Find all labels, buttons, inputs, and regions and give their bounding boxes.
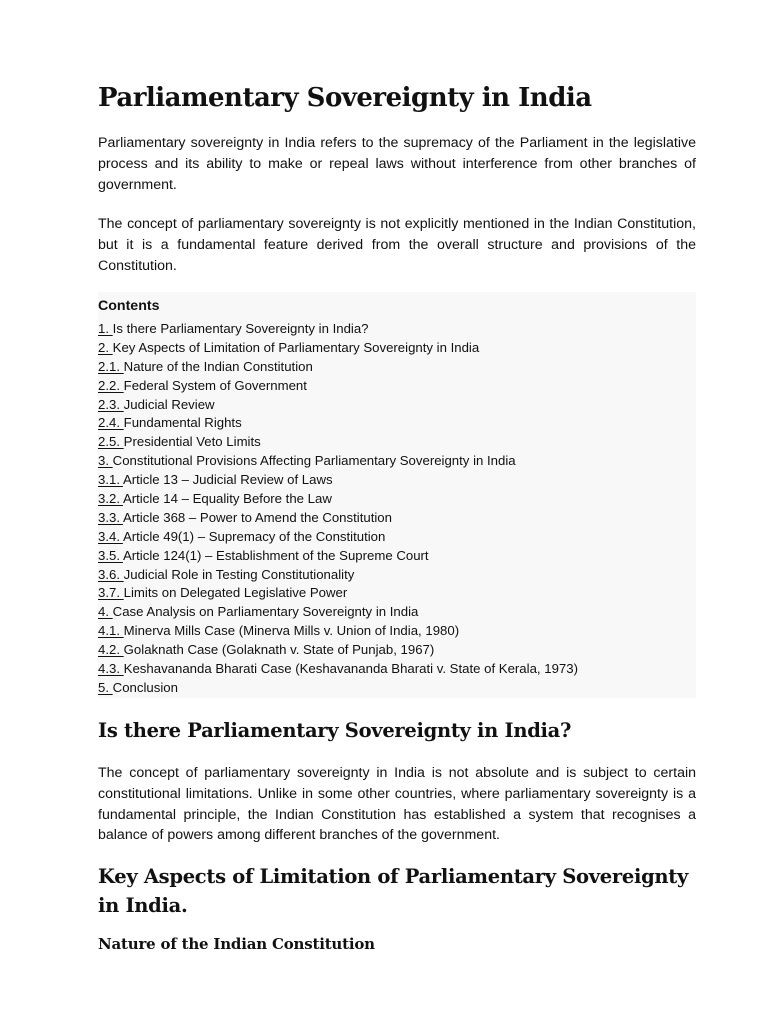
toc-item-number[interactable]: 2.1. xyxy=(98,358,124,374)
toc-item[interactable] xyxy=(98,641,578,660)
toc-item-number[interactable]: 3. xyxy=(98,453,113,469)
toc-heading: Contents xyxy=(98,298,160,314)
toc-item[interactable] xyxy=(98,547,578,566)
toc-item-number[interactable]: 2.4. xyxy=(98,415,124,431)
toc-item-link[interactable]: Limits on Delegated Legislative Power xyxy=(123,585,348,601)
toc-item[interactable] xyxy=(98,660,578,679)
toc-item-number[interactable]: 4.1. xyxy=(98,623,124,639)
toc-item-number[interactable]: 2. xyxy=(98,339,113,355)
toc-item[interactable] xyxy=(98,452,578,471)
toc-item-number[interactable]: 5. xyxy=(98,679,113,695)
intro-paragraph-2: The concept of parliamentary sovereignty is not explicitly mentioned in the Indian Constitution, but it is a fundamental feature derived from the overall structure and provisions of the Constitution. xyxy=(98,216,696,274)
toc-item-link[interactable]: Judicial Role in Testing Constitutionality xyxy=(123,566,355,582)
toc-item[interactable] xyxy=(98,339,578,358)
toc-item[interactable] xyxy=(98,603,578,622)
toc-item-link[interactable]: Constitutional Provisions Affecting Parliamentary Sovereignty in India xyxy=(112,453,516,469)
toc-item-number[interactable]: 4.3. xyxy=(98,661,124,677)
section-heading-limitations: Key Aspects of Limitation of Parliamentary Sovereignty in India. xyxy=(98,865,689,917)
toc-item[interactable] xyxy=(98,584,578,603)
toc-item-number[interactable]: 3.7. xyxy=(98,585,124,601)
toc-item-number[interactable]: 1. xyxy=(98,321,113,336)
toc-item-number[interactable]: 3.3. xyxy=(98,509,123,525)
toc-item[interactable] xyxy=(98,414,578,433)
toc-item-link[interactable]: Article 13 – Judicial Review of Laws xyxy=(122,472,333,488)
toc-item-link[interactable]: Article 124(1) – Establishment of the Supreme Court xyxy=(122,547,429,563)
toc-item-link[interactable]: Article 49(1) – Supremacy of the Constitution xyxy=(122,528,386,544)
toc-item-number[interactable]: 3.6. xyxy=(98,566,124,582)
toc-item-number[interactable]: 3.4. xyxy=(98,528,123,544)
toc-item[interactable] xyxy=(98,509,578,528)
page-title: Parliamentary Sovereignty in India xyxy=(98,83,592,113)
section-paragraph-sovereignty: The concept of parliamentary sovereignty in India is not absolute and is subject to certain constitutional limitations. Unlike in some other countries, where parliamentary sovereignty is a fundamental principle, the Indian Constitution has established a system that recognises a balance of powers among different branches of the government. xyxy=(98,765,696,844)
toc-item-link[interactable]: Federal System of Government xyxy=(123,377,307,393)
toc-item[interactable] xyxy=(98,679,578,698)
toc-item[interactable] xyxy=(98,358,578,377)
toc-item-link[interactable]: Keshavananda Bharati Case (Keshavananda Bharati v. State of Kerala, 1973) xyxy=(123,661,578,677)
toc-item[interactable] xyxy=(98,566,578,585)
toc-item-number[interactable]: 2.3. xyxy=(98,396,124,412)
toc-item-link[interactable]: Fundamental Rights xyxy=(123,415,242,431)
subsection-heading-nature: Nature of the Indian Constitution xyxy=(98,935,375,953)
table-of-contents xyxy=(98,292,696,698)
intro-paragraph-1: Parliamentary sovereignty in India refers to the supremacy of the Parliament in the legislative process and its ability to make or repeal laws without interference from other branches of government. xyxy=(98,135,696,193)
toc-item-link[interactable]: Nature of the Indian Constitution xyxy=(123,358,313,374)
toc-item-link[interactable]: Article 14 – Equality Before the Law xyxy=(122,491,332,507)
toc-item[interactable] xyxy=(98,528,578,547)
toc-item-link[interactable]: Key Aspects of Limitation of Parliamentary Sovereignty in India xyxy=(112,339,480,355)
toc-item[interactable] xyxy=(98,433,578,452)
toc-item-number[interactable]: 3.2. xyxy=(98,491,123,507)
toc-item-link[interactable]: Judicial Review xyxy=(123,396,215,412)
toc-item-link[interactable]: Is there Parliamentary Sovereignty in India? xyxy=(112,321,369,336)
toc-item[interactable] xyxy=(98,320,578,339)
toc-item-link[interactable]: Conclusion xyxy=(112,679,178,695)
toc-item[interactable] xyxy=(98,377,578,396)
toc-list xyxy=(98,320,578,698)
section-heading-sovereignty: Is there Parliamentary Sovereignty in India? xyxy=(98,719,572,742)
toc-item-number[interactable]: 2.5. xyxy=(98,434,124,450)
toc-item-number[interactable]: 4. xyxy=(98,604,113,620)
toc-item-link[interactable]: Minerva Mills Case (Minerva Mills v. Union of India, 1980) xyxy=(123,623,460,639)
toc-item-number[interactable]: 3.1. xyxy=(98,472,123,488)
toc-item[interactable] xyxy=(98,490,578,509)
toc-item-number[interactable]: 2.2. xyxy=(98,377,124,393)
toc-item-link[interactable]: Case Analysis on Parliamentary Sovereignty in India xyxy=(112,604,419,620)
toc-item-number[interactable]: 3.5. xyxy=(98,547,123,563)
toc-item-link[interactable]: Presidential Veto Limits xyxy=(123,434,261,450)
toc-item-link[interactable]: Golaknath Case (Golaknath v. State of Punjab, 1967) xyxy=(123,642,435,658)
toc-item-link[interactable]: Article 368 – Power to Amend the Constitution xyxy=(122,509,392,525)
toc-item[interactable] xyxy=(98,396,578,415)
toc-item-number[interactable]: 4.2. xyxy=(98,642,124,658)
toc-item[interactable] xyxy=(98,471,578,490)
toc-item[interactable] xyxy=(98,622,578,641)
